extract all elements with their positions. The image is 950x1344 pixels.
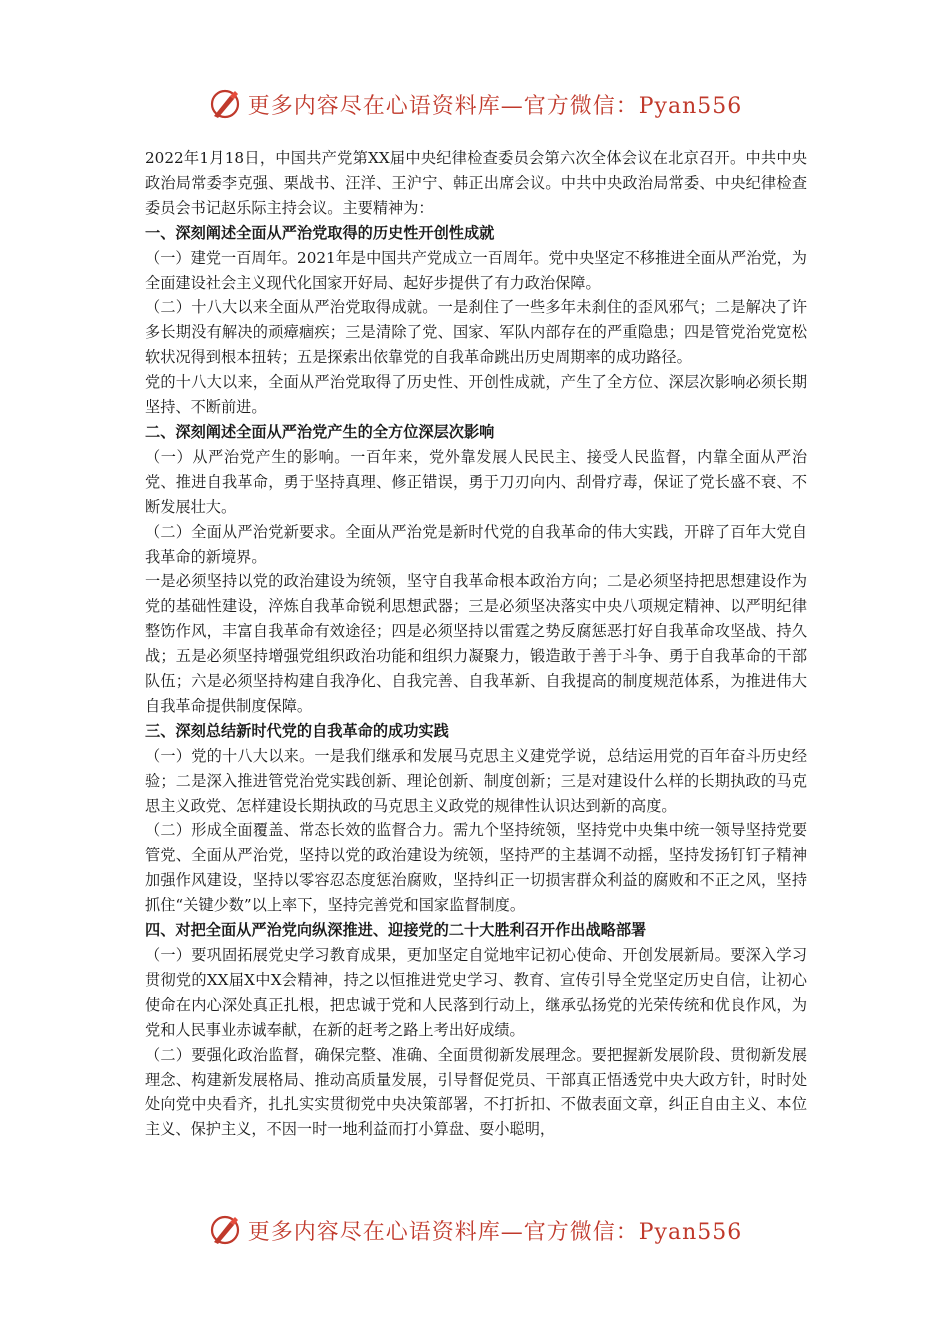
watermark-banner-top: [0, 84, 950, 124]
paragraph: （一）建党一百周年。2021年是中国共产党成立一百周年。党中央坚定不移推进全面从严治党，为全面建设社会主义现代化国家开好局、起好步提供了有力政治保障。: [145, 248, 807, 292]
paragraph: （二）十八大以来全面从严治党取得成就。一是刹住了一些多年未刹住的歪风邪气；二是解决了许多长期没有解决的顽瘴痼疾；三是清除了党、国家、军队内部存在的严重隐患；四是管党治党宽松软状况得到根本扭转；五是探索出依靠党的自我革命跳出历史周期率的成功路径。: [145, 298, 807, 367]
paragraph: （二）全面从严治党新要求。全面从严治党是新时代党的自我革命的伟大实践，开辟了百年大党自我革命的新境界。: [145, 522, 807, 566]
watermark-text: 更多内容尽在心语资料库—官方微信：Pyan556: [247, 93, 743, 119]
watermark-text: 更多内容尽在心语资料库—官方微信：Pyan556: [247, 1219, 743, 1245]
paragraph: （一）从严治党产生的影响。一百年来，党外靠发展人民民主、接受人民监督，内靠全面从严治党、推进自我革命，勇于坚持真理、修正错误，勇于刀刃向内、刮骨疗毒，保证了党长盛不衰、不断发展壮大。: [145, 447, 807, 516]
document-body: [145, 146, 807, 1142]
paragraph: 2022年1月18日，中国共产党第XX届中央纪律检查委员会第六次全体会议在北京召开。中共中央政治局常委李克强、栗战书、汪洋、王沪宁、韩正出席会议。中共中央政治局常委、中央纪律检查委员会书记赵乐际主持会议。主要精神为：: [145, 149, 807, 217]
section-heading: 一、深刻阐述全面从严治党取得的历史性开创性成就: [145, 223, 495, 242]
paragraph: （一）党的十八大以来。一是我们继承和发展马克思主义建党学说，总结运用党的百年奋斗历史经验；二是深入推进管党治党实践创新、理论创新、制度创新；三是对建设什么样的长期执政的马克思主义政党、怎样建设长期执政的马克思主义政党的规律性认识达到新的高度。: [145, 746, 807, 815]
section-heading: 四、对把全面从严治党向纵深推进、迎接党的二十大胜利召开作出战略部署: [145, 921, 647, 940]
section-heading: 二、深刻阐述全面从严治党产生的全方位深层次影响: [145, 422, 495, 441]
paragraph: 一是必须坚持以党的政治建设为统领，坚守自我革命根本政治方向；二是必须坚持把思想建设作为党的基础性建设，淬炼自我革命锐利思想武器；三是必须坚决落实中央八项规定精神、以严明纪律整饬作风，丰富自我革命有效途径；四是必须坚持以雷霆之势反腐惩恶打好自我革命攻坚战、持久战；五是必须坚持增强党组织政治功能和组织力凝聚力，锻造敢于善于斗争、勇于自我革命的干部队伍；六是必须坚持构建自我净化、自我完善、自我革新、自我提高的制度规范体系，为推进伟大自我革命提供制度保障。: [145, 572, 807, 715]
paragraph: （二）要强化政治监督，确保完整、准确、全面贯彻新发展理念。要把握新发展阶段、贯彻新发展理念、构建新发展格局、推动高质量发展，引导督促党员、干部真正悟透党中央大政方针，时时处处向党中央看齐，扎扎实实贯彻党中央决策部署，不打折扣、不做表面文章，纠正自由主义、本位主义、保护主义，不因一时一地利益而打小算盘、耍小聪明，: [145, 1045, 807, 1139]
paragraph: （一）要巩固拓展党史学习教育成果，更加坚定自觉地牢记初心使命、开创发展新局。要深入学习贯彻党的XX届X中X会精神，持之以恒推进党史学习、教育、宣传引导全党坚定历史自信，让初心使命在内心深处真正扎根，把忠诚于党和人民落到行动上，继承弘扬党的光荣传统和优良作风，为党和人民事业赤诚奉献，在新的赶考之路上考出好成绩。: [145, 946, 807, 1039]
watermark-banner-bottom: [0, 1210, 950, 1250]
pen-logo-icon: [208, 87, 242, 121]
paragraph: 党的十八大以来，全面从严治党取得了历史性、开创性成就，产生了全方位、深层次影响必须长期坚持、不断前进。: [145, 373, 807, 417]
paragraph: （二）形成全面覆盖、常态长效的监督合力。需九个坚持统领，坚持党中央集中统一领导坚持党要管党、全面从严治党，坚持以党的政治建设为统领，坚持严的主基调不动摇，坚持发扬钉钉子精神加强作风建设，坚持以零容忍态度惩治腐败，坚持纠正一切损害群众利益的腐败和不正之风，坚持抓住“关键少数”以上率下，坚持完善党和国家监督制度。: [145, 821, 807, 915]
section-heading: 三、深刻总结新时代党的自我革命的成功实践: [145, 721, 449, 740]
pen-logo-icon: [208, 1213, 242, 1247]
